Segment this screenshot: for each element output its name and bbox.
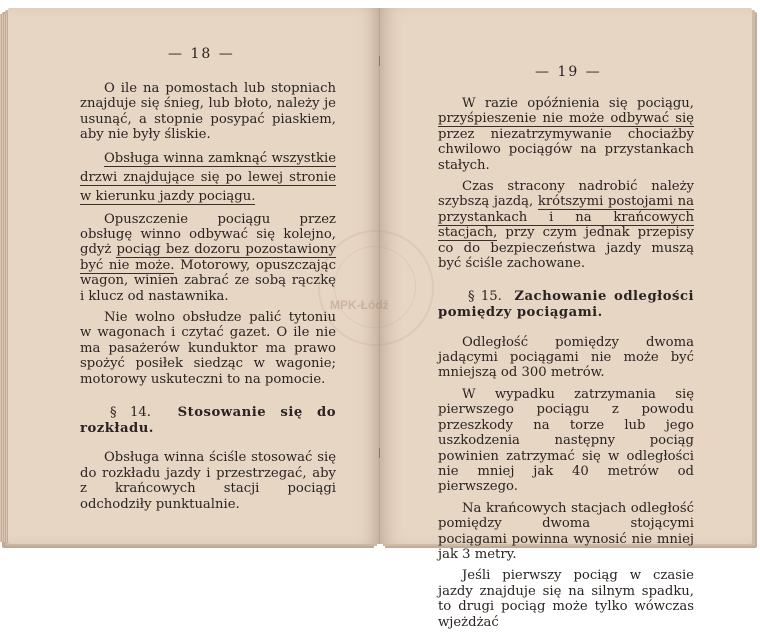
text-run: Czas stracony nadrobić należy szybszą jazdą, bbox=[438, 179, 694, 210]
underlined-text: pociąg bez dozoru pozostawiony być nie może. bbox=[80, 242, 336, 273]
section-title: Zachowanie odległości pomiędzy pociągami. bbox=[438, 289, 694, 321]
page-number: — 19 — bbox=[535, 64, 602, 80]
paragraph: W wypadku zatrzymania się pierwszego pociągu z powodu przeszkody na torze lub jego uszkodzenia następny pociąg powinien zatrzymać się w odległości nie mniej jak 40 metrów od pierwszego. bbox=[438, 386, 694, 495]
paragraph: Jeśli pierwszy pociąg w czasie jazdy znajduje się na silnym spadku, to drugi pociąg może tylko wówczas wjeżdżać bbox=[438, 568, 694, 630]
underlined-paragraph bbox=[80, 149, 336, 206]
right-page bbox=[380, 8, 752, 630]
left-page-text bbox=[80, 81, 336, 518]
page-stack-edge bbox=[0, 14, 8, 542]
paragraph: O ile na pomostach lub stopniach znajduje się śnieg, lub błoto, należy je usunąć, a stopnie posypać piaskiem, aby nie były śliskie. bbox=[80, 81, 336, 143]
paragraph: Nie wolno obsłudze palić tytoniu w wagonach i czytać gazet. O ile nie ma pasażerów kunduktor ma prawo spożyć posiłek siedząc w wagonie; motorowy uskuteczni to na pomocie. bbox=[80, 310, 336, 387]
paragraph: Obsługa winna ściśle stosować się do rozkładu jazdy i przestrzegać, aby z krańcowych stacji pociągi odchodziły punktualnie. bbox=[80, 450, 336, 512]
text-run: Opuszczenie pociągu przez obsługę winno odbywać się kolejno, gdyż bbox=[80, 211, 336, 258]
text-run: przy czym jednak przepisy co do bezpieczeństwa jazdy muszą być ściśle zachowane. bbox=[438, 225, 694, 272]
paragraph bbox=[80, 212, 336, 304]
page-number: — 18 — bbox=[168, 46, 235, 62]
watermark-text: MPK-Łódź bbox=[330, 298, 389, 312]
paragraph bbox=[438, 179, 694, 271]
paragraph: Odległość pomiędzy dwoma jadącymi pociągami nie może być mniejszą od 300 metrów. bbox=[438, 334, 694, 381]
text-run: W razie opóźnienia się pociągu, bbox=[462, 96, 694, 111]
underlined-text: krótszymi postojami na przystankach i na krańcowych stacjach, bbox=[438, 194, 694, 241]
text-run: Motorowy, opuszczając wagon, winien zabrać ze sobą rączkę i klucz od nastawnika. bbox=[80, 257, 336, 304]
underlined-text: przyśpieszenie nie może odbywać się bbox=[438, 111, 694, 127]
paragraph: Na krańcowych stacjach odległość pomiędzy dwoma stojącymi pociągami powinna wynosić nie mniej jak 3 metry. bbox=[438, 500, 694, 562]
section-number: § 15. bbox=[468, 289, 502, 305]
section-heading bbox=[80, 405, 336, 436]
section-heading bbox=[438, 289, 694, 320]
section-number: § 14. bbox=[110, 405, 151, 421]
paragraph bbox=[438, 96, 694, 173]
text-run: przez niezatrzymywanie chociażby chwilowo pociągów na przystankach stałych. bbox=[438, 126, 694, 173]
right-page-text bbox=[438, 96, 694, 636]
watermark-seal-icon bbox=[318, 230, 434, 346]
section-title: Stosowanie się do rozkładu. bbox=[80, 405, 336, 436]
underlined-text: Obsługa winna zamknąć wszystkie drzwi znajdujące się po lewej stronie w kierunku jazdy pociągu. bbox=[80, 150, 336, 204]
